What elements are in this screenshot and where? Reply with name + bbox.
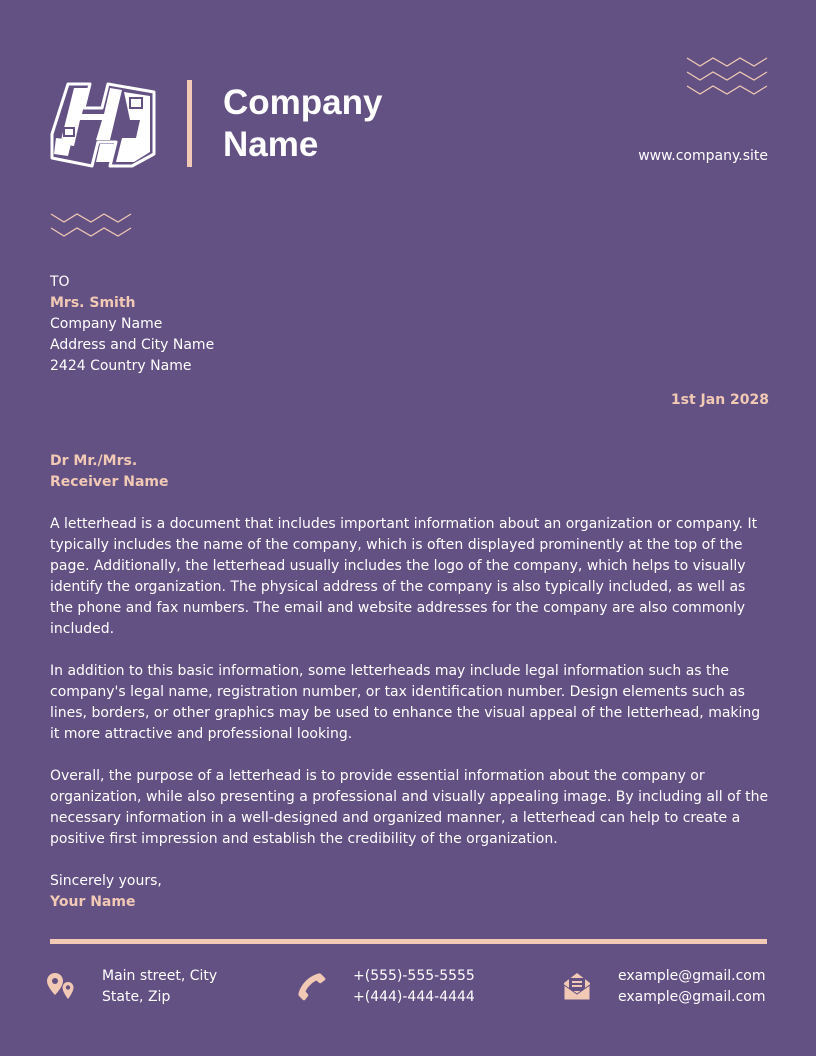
body-paragraph-3: Overall, the purpose of a letterhead is to provide essential information about the company or organization, while also presenting a professional and visually appealing image. By including all of the necessary information in a well-designed and organized manner, a letterhead can help to create a positive first impression and establish the credibility of the organization. (50, 768, 769, 847)
email-address-2[interactable]: example@gmail.com (618, 989, 766, 1005)
letter-body (50, 514, 770, 871)
closing-block (50, 871, 162, 913)
closing-phrase: Sincerely yours, (50, 873, 162, 889)
company-name (223, 82, 443, 166)
footer-emails (618, 966, 766, 1008)
to-label: TO (50, 274, 70, 290)
body-paragraph-2: In addition to this basic information, some letterheads may include legal information such as the company's legal name, registration number, or tax identification number. Design elements such as lines, borders, or other graphics may be used to enhance the visual appeal of the letterhead, making it more attractive and professional looking. (50, 663, 761, 742)
footer-address (102, 966, 217, 1008)
phone-number-1[interactable]: +(555)-555-5555 (353, 968, 475, 984)
recipient-country: 2424 Country Name (50, 358, 192, 374)
recipient-address: Address and City Name (50, 337, 215, 353)
header-divider (187, 80, 192, 167)
signer-name: Your Name (50, 894, 136, 910)
phone-number-2[interactable]: +(444)-444-4444 (353, 989, 475, 1005)
zigzag-decoration-left (50, 212, 132, 240)
recipient-block (50, 272, 214, 377)
salutation (50, 451, 169, 493)
email-address-1[interactable]: example@gmail.com (618, 968, 766, 984)
footer-divider (50, 939, 767, 944)
company-logo (50, 80, 156, 168)
footer-phones (353, 966, 475, 1008)
recipient-name: Mrs. Smith (50, 295, 136, 311)
location-pin-icon (46, 972, 76, 1002)
company-name-line2: Name (223, 125, 319, 164)
website-url[interactable]: www.company.site (638, 148, 768, 164)
recipient-company: Company Name (50, 316, 163, 332)
company-name-line1: Company (223, 83, 383, 122)
address-line-2: State, Zip (102, 989, 171, 1005)
phone-icon (297, 972, 327, 1002)
salutation-line1: Dr Mr./Mrs. (50, 453, 138, 469)
body-paragraph-1: A letterhead is a document that includes important information about an organization or company. It typically includes the name of the company, which is often displayed prominently at the top of the page. Additionally, the letterhead usually includes the logo of the company, which helps to visually identify the organization. The physical address of the company is also typically included, as well as the phone and fax numbers. The email and website addresses for the company are also commonly included. (50, 516, 758, 637)
zigzag-decoration-top (686, 56, 768, 98)
address-line-1: Main street, City (102, 968, 218, 984)
letter-date: 1st Jan 2028 (670, 392, 769, 408)
salutation-line2: Receiver Name (50, 474, 169, 490)
envelope-icon (562, 972, 592, 1002)
